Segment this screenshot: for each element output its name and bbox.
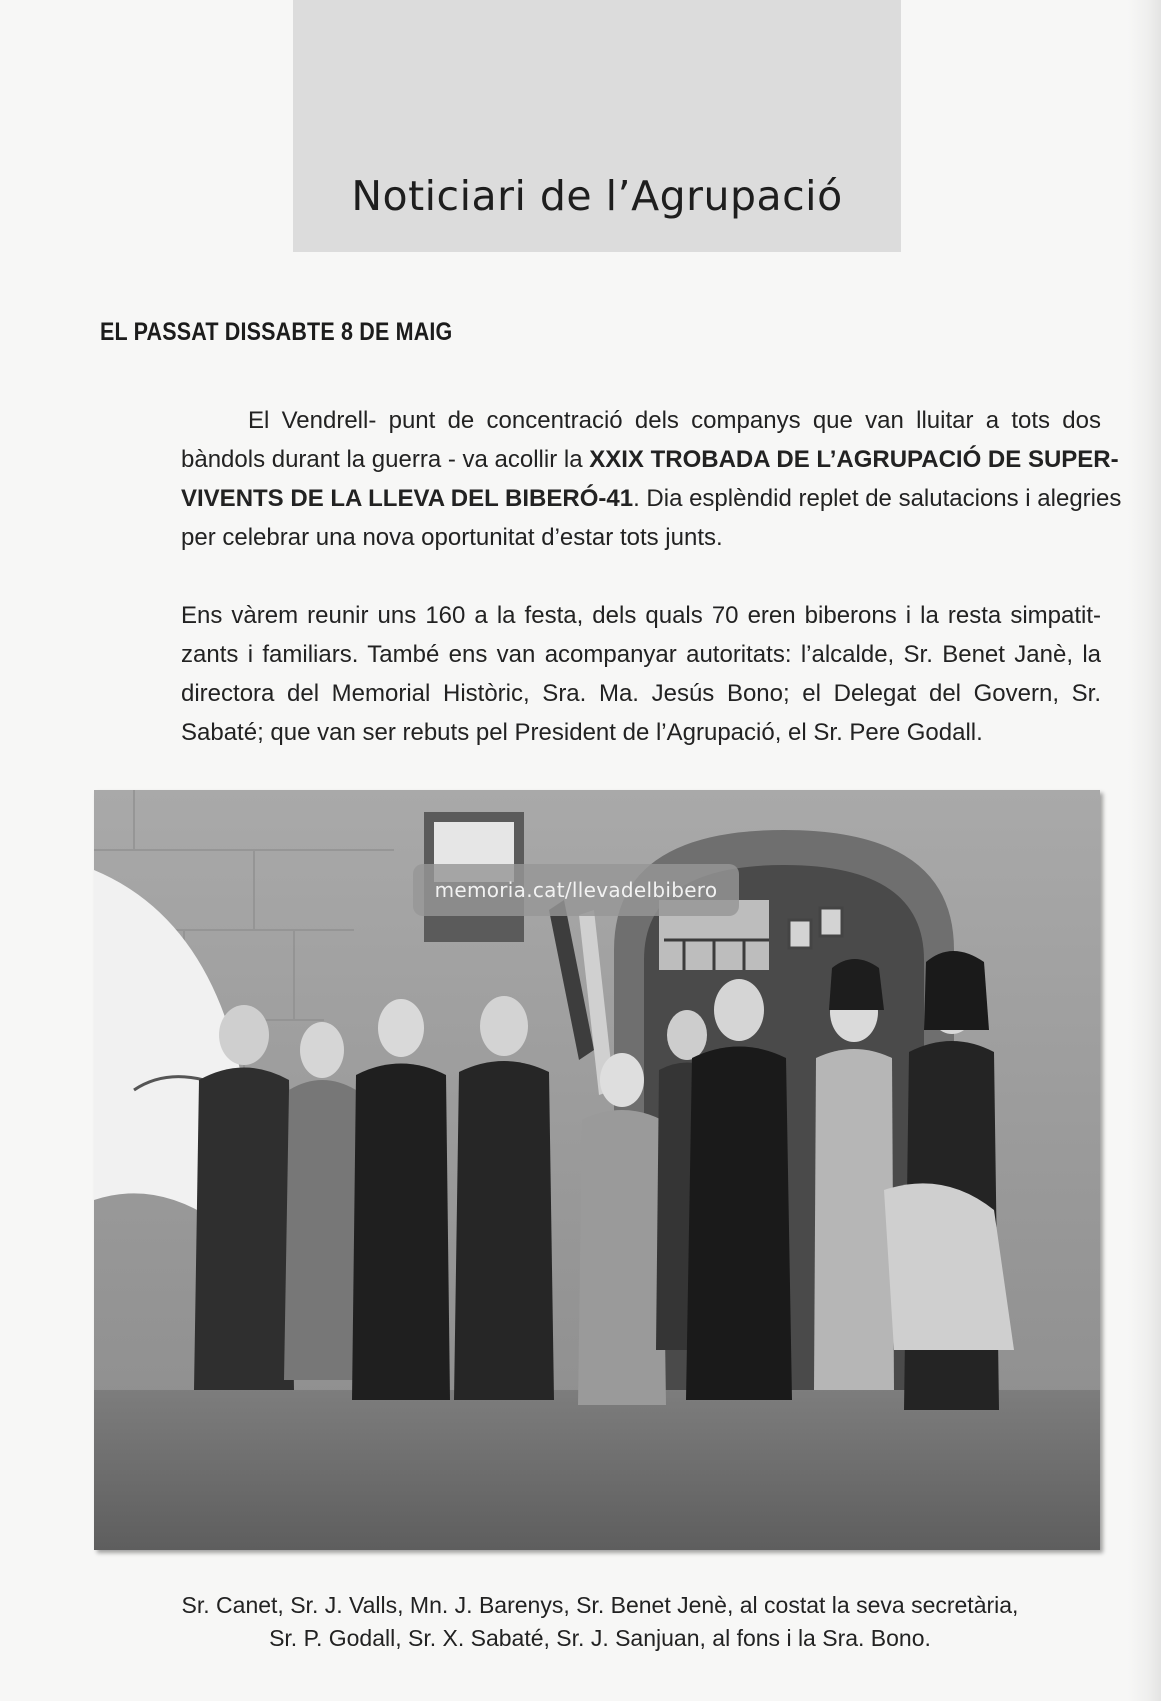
paragraph-2: [181, 596, 1101, 752]
paragraph-2-line-3: directora del Memorial Històric, Sra. Ma. Jesús Bono; el Delegat del Govern, Sr.: [181, 680, 1101, 707]
paragraph-2-line-1: Ens vàrem reunir uns 160 a la festa, dels quals 70 eren biberons i la resta simpatit-: [181, 602, 1101, 629]
paragraph-2-line-4: Sabaté; que van ser rebuts pel President de l’Agrupació, el Sr. Pere Godall.: [181, 719, 983, 746]
paragraph-1-line-2: [181, 440, 1119, 479]
paragraph-1-line-3: [181, 479, 1122, 518]
group-photo: [94, 790, 1100, 1550]
article-heading: EL PASSAT DISSABTE 8 DE MAIG: [100, 318, 453, 346]
paragraph-1-line-3-text: . Dia esplèndid replet de salutacions i alegries: [633, 485, 1122, 512]
page-fold-shadow: [1128, 0, 1161, 1701]
photo-caption-line-2: Sr. P. Godall, Sr. X. Sabaté, Sr. J. Sanjuan, al fons i la Sra. Bono.: [269, 1625, 931, 1651]
paragraph-2-line-2: zants i familiars. També ens van acompanyar autoritats: l’alcalde, Sr. Benet Janè, la: [181, 641, 1101, 668]
event-name-part-2: VIVENTS DE LA LLEVA DEL BIBERÓ-41: [181, 485, 634, 512]
watermark-label: memoria.cat/llevadelbibero: [413, 864, 739, 916]
paragraph-1-line-4: per celebrar una nova oportunitat d’estar tots junts.: [181, 524, 723, 551]
event-name-part-1: XXIX TROBADA DE L’AGRUPACIÓ DE SUPER-: [589, 446, 1119, 473]
title-banner: [293, 0, 901, 252]
page-title: Noticiari de l’Agrupació: [351, 172, 843, 220]
photo-caption-line-1: Sr. Canet, Sr. J. Valls, Mn. J. Barenys, Sr. Benet Jenè, al costat la seva secretària,: [181, 1592, 1019, 1618]
paragraph-1-line-1: El Vendrell- punt de concentració dels companys que van lluitar a tots dos: [248, 407, 1101, 434]
paragraph-1-line-2-text: bàndols durant la guerra - va acollir la: [181, 446, 590, 473]
paragraph-1: [181, 401, 1122, 557]
